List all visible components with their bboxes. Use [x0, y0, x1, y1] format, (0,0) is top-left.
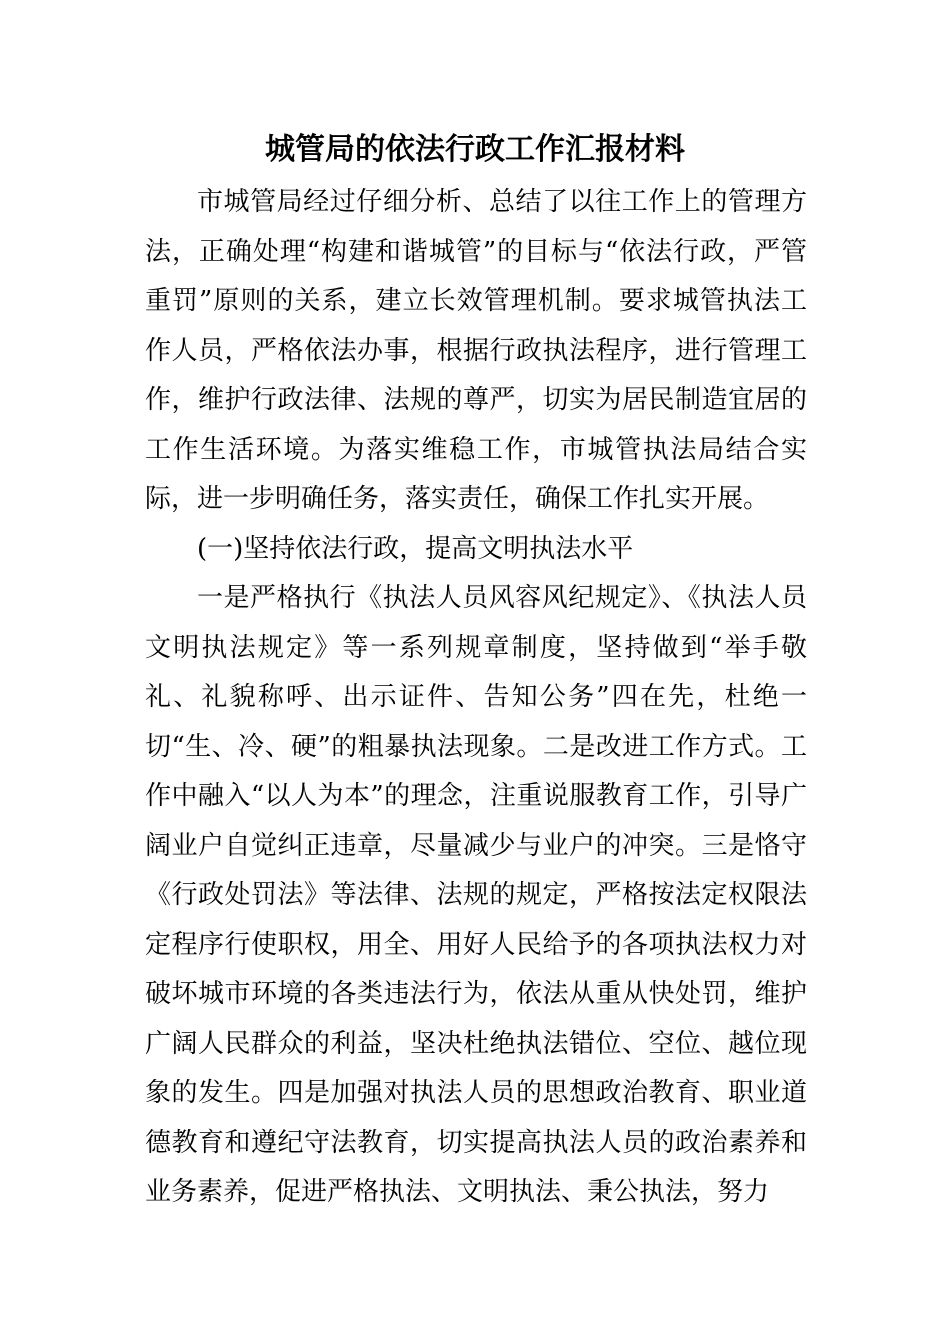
paragraph-intro: 市城管局经过仔细分析、总结了以往工作上的管理方法，正确处理“构建和谐城管”的目标与“依法行政，严管重罚”原则的关系，建立长效管理机制。要求城管执法工作人员，严格依法办事，根据行政执法程序，进行管理工作，维护行政法律、法规的尊严，切实为居民制造宜居的工作生活环境。为落实维稳工作，市城管执法局结合实际，进一步明确任务，落实责任，确保工作扎实开展。: [145, 187, 807, 514]
document-body: [145, 178, 807, 1218]
paragraph-measures: 一是严格执行《执法人员风容风纪规定》、《执法人员文明执法规定》等一系列规章制度，坚持做到“举手敬礼、礼貌称呼、出示证件、告知公务”四在先，杜绝一切“生、冷、硬”的粗暴执法现象。二是改进工作方式。工作中融入“以人为本”的理念，注重说服教育工作，引导广阔业户自觉纠正违章，尽量减少与业户的冲突。三是恪守《行政处罚法》等法律、法规的规定，严格按法定权限法定程序行使职权，用全、用好人民给予的各项执法权力对破坏城市环境的各类违法行为，依法从重从快处罚，维护广阔人民群众的利益，坚决杜绝执法错位、空位、越位现象的发生。四是加强对执法人员的思想政治教育、职业道德教育和遵纪守法教育，切实提高执法人员的政治素养和业务素养，促进严格执法、文明执法、秉公执法，努力: [145, 583, 807, 1207]
document-title: 城管局的依法行政工作汇报材料: [265, 132, 685, 167]
section-heading: (一)坚持依法行政，提高文明执法水平: [197, 533, 634, 564]
